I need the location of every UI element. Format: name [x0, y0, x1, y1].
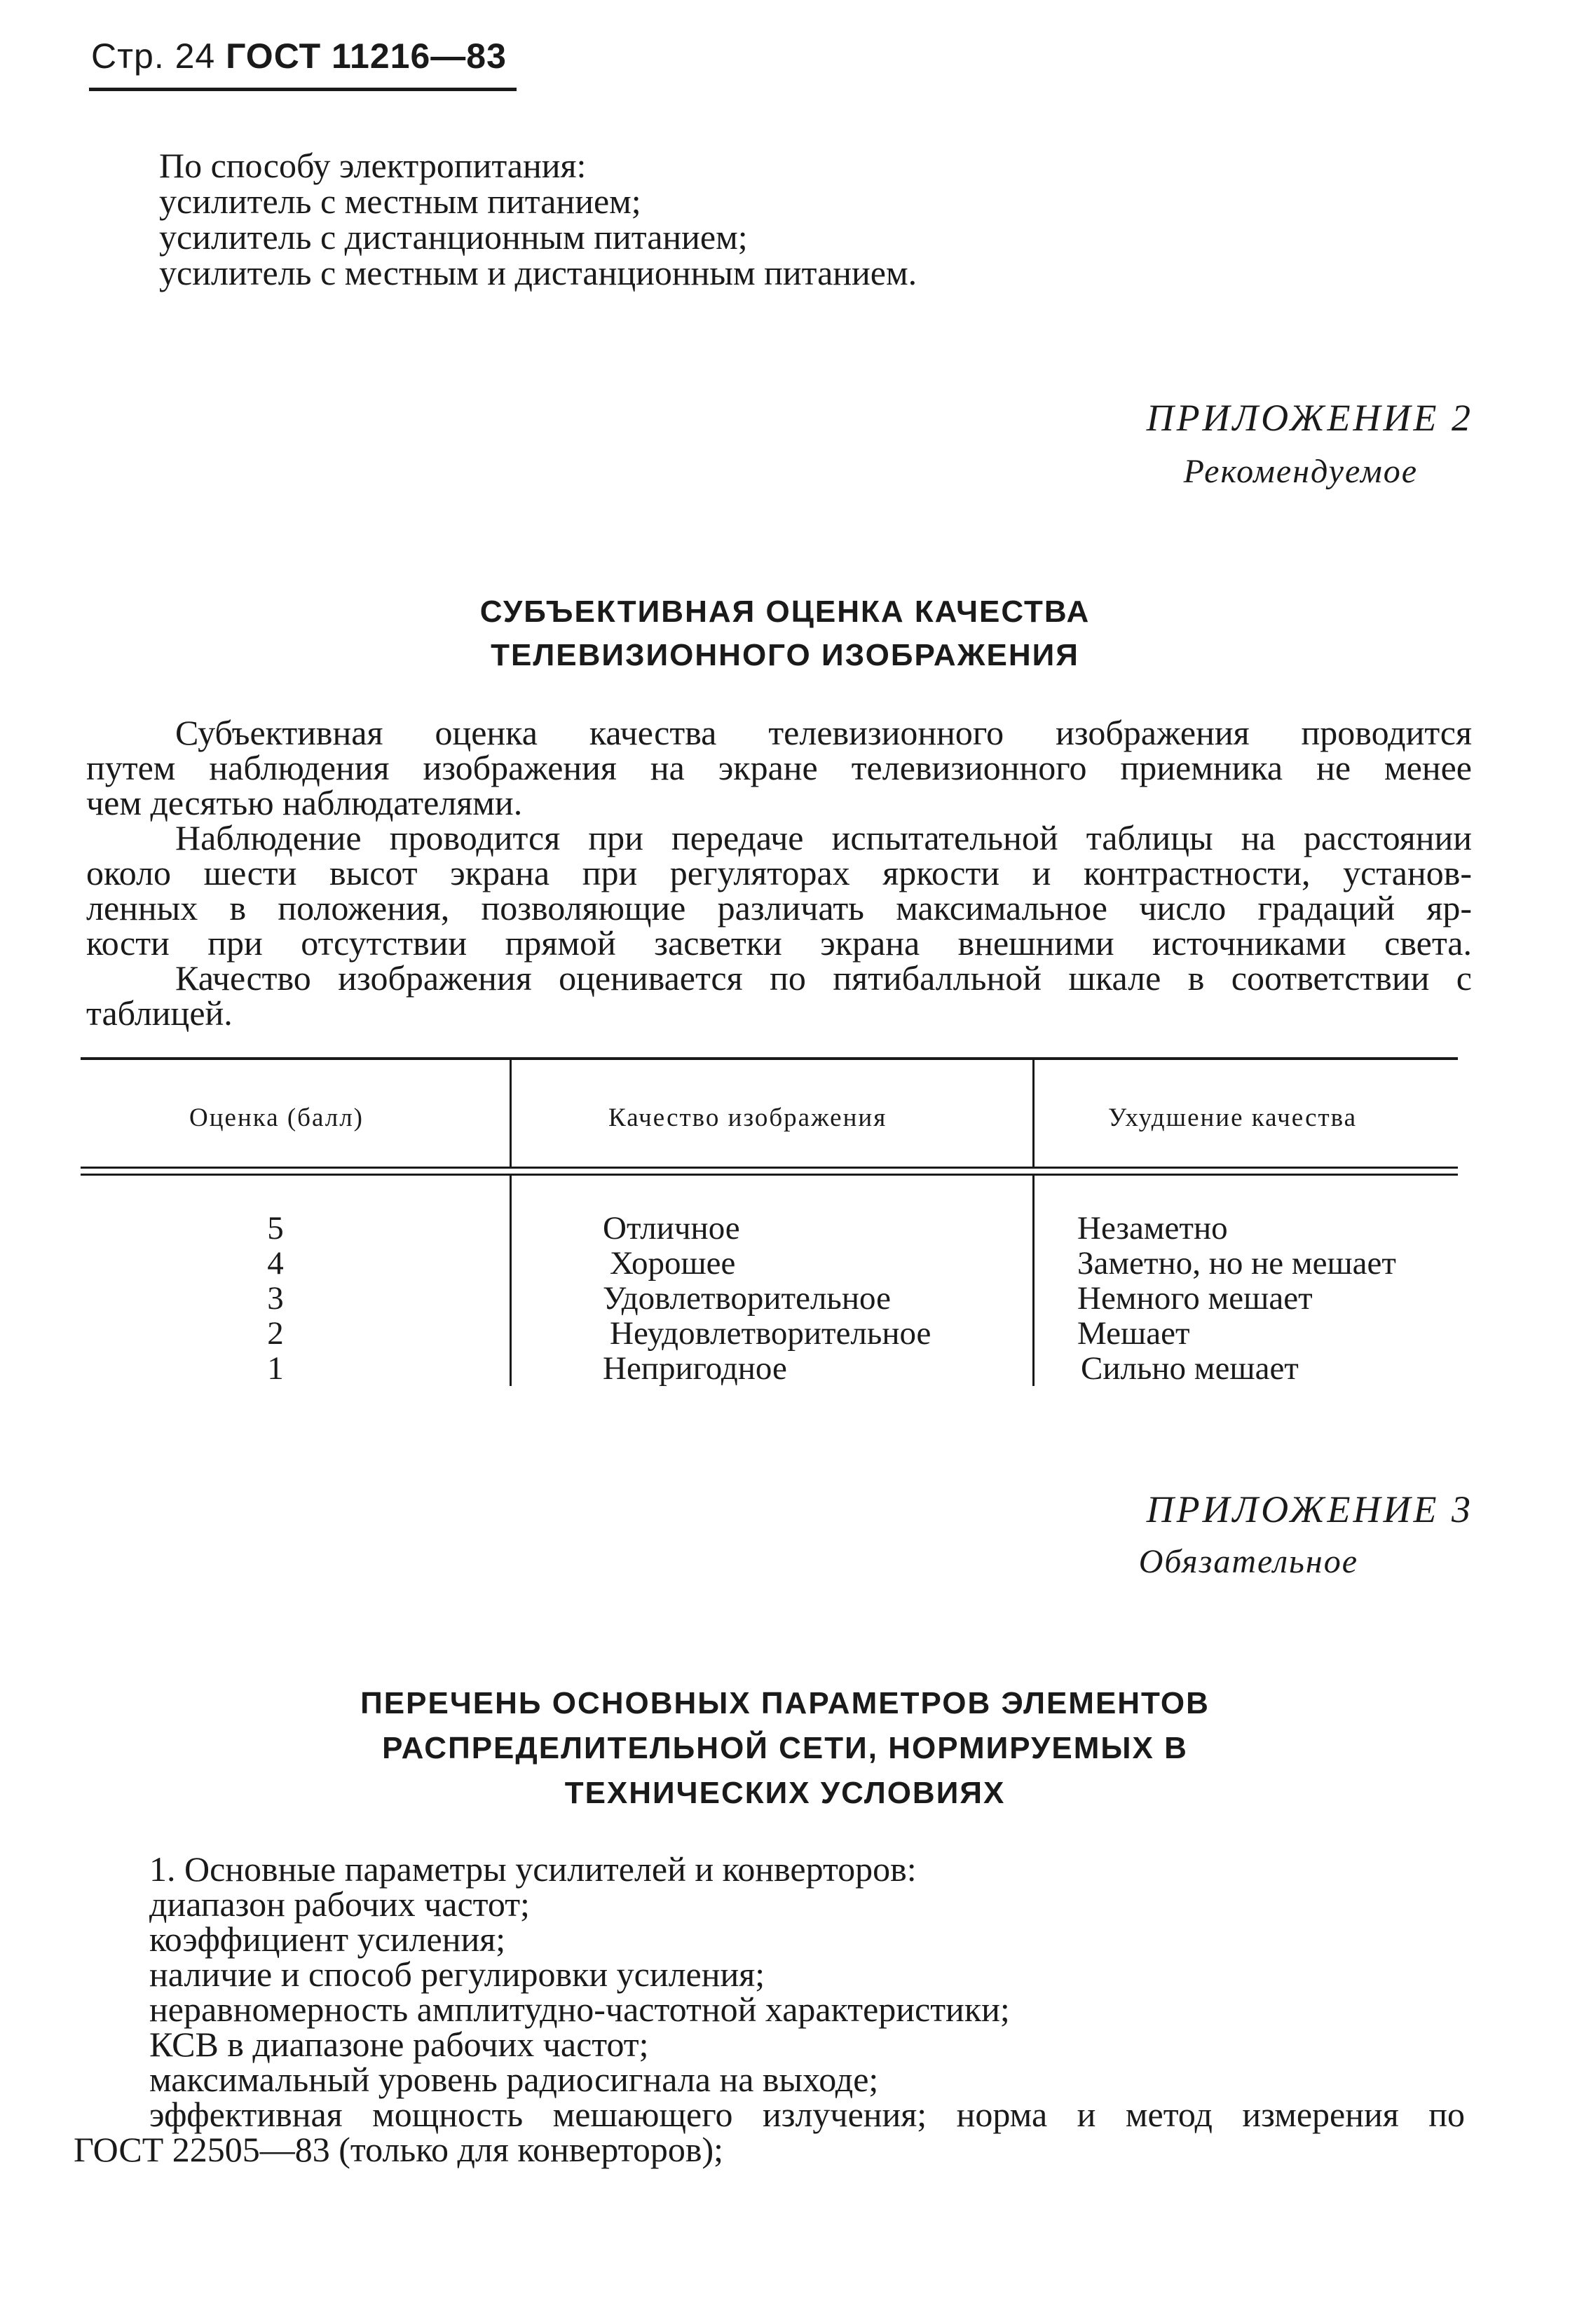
power-list-intro: По способу электропитания: — [159, 146, 587, 185]
params-list-item: диапазон рабочих частот; — [149, 1884, 530, 1924]
table-header-rule — [81, 1174, 1458, 1176]
table-column-divider — [1032, 1060, 1035, 1167]
table-cell-degradation: Незаметно — [1077, 1210, 1228, 1246]
appendix3-heading-line: ТЕХНИЧЕСКИХ УСЛОВИЯХ — [564, 1776, 1006, 1810]
table-column-divider — [510, 1176, 512, 1386]
params-list-item: эффективная мощность мешающего излучения; норма и метод измерения по — [149, 2095, 1465, 2134]
table-top-rule — [81, 1057, 1458, 1060]
table-column-divider — [510, 1060, 512, 1167]
appendix3-status: Обязательное — [1138, 1543, 1358, 1580]
power-list-item: усилитель с местным питанием; — [159, 182, 641, 221]
table-header-rule — [81, 1167, 1458, 1169]
para1-line: чем десятью наблюдателями. — [86, 783, 523, 822]
table-cell-score: 2 — [267, 1315, 284, 1352]
appendix2-heading-line: СУБЪЕКТИВНАЯ ОЦЕНКА КАЧЕСТВА — [479, 594, 1091, 629]
table-cell-quality: Неудовлетворительное — [610, 1315, 931, 1352]
table-cell-quality: Непригодное — [603, 1350, 787, 1387]
table-cell-score: 4 — [267, 1245, 284, 1282]
params-list-item: максимальный уровень радиосигнала на выходе; — [149, 2060, 879, 2099]
table-cell-quality: Хорошее — [610, 1245, 736, 1282]
params-list-item: КСВ в диапазоне рабочих частот; — [149, 2025, 649, 2064]
table-column-divider — [1032, 1176, 1035, 1386]
table-cell-score: 5 — [267, 1210, 284, 1246]
appendix3-title: ПРИЛОЖЕНИЕ 3 — [1146, 1488, 1473, 1530]
table-cell-degradation: Заметно, но не мешает — [1077, 1245, 1396, 1282]
power-list-item: усилитель с дистанционным питанием; — [159, 217, 748, 257]
params-list-item: неравномерность амплитудно-частотной характеристики; — [149, 1990, 1010, 2029]
table-header-quality: Качество изображения — [608, 1103, 887, 1132]
table-cell-score: 3 — [267, 1280, 284, 1317]
params-list-item: наличие и способ регулировки усиления; — [149, 1955, 765, 1994]
para2-line: Наблюдение проводится при передаче испытательной таблицы на расстоянии — [175, 818, 1472, 857]
table-cell-degradation: Сильно мешает — [1081, 1350, 1299, 1387]
appendix2-title: ПРИЛОЖЕНИЕ 2 — [1146, 397, 1473, 439]
table-cell-quality: Удовлетворительное — [603, 1280, 891, 1317]
params-list-item: ГОСТ 22505—83 (только для конверторов); — [74, 2130, 724, 2169]
para2-line: ленных в положения, позволяющие различать максимальное число градаций яр- — [86, 888, 1472, 927]
para3-line: Качество изображения оценивается по пятибалльной шкале в соответствии с — [175, 958, 1472, 998]
page-number: Стр. 24 — [91, 36, 216, 76]
table-cell-degradation: Немного мешает — [1077, 1280, 1313, 1317]
params-list-intro: 1. Основные параметры усилителей и конверторов: — [149, 1849, 917, 1889]
appendix2-heading-line: ТЕЛЕВИЗИОННОГО ИЗОБРАЖЕНИЯ — [491, 638, 1079, 672]
header-rule — [89, 88, 517, 91]
page-header — [91, 35, 507, 77]
table-header-degradation: Ухудшение качества — [1108, 1103, 1358, 1132]
appendix3-heading-line: ПЕРЕЧЕНЬ ОСНОВНЫХ ПАРАМЕТРОВ ЭЛЕМЕНТОВ — [360, 1686, 1210, 1720]
para1-line: путем наблюдения изображения на экране телевизионного приемника не менее — [86, 748, 1472, 787]
table-header-score: Оценка (балл) — [189, 1103, 364, 1132]
table-cell-quality: Отличное — [603, 1210, 740, 1246]
para2-line: около шести высот экрана при регуляторах яркости и контрастности, установ- — [86, 853, 1472, 892]
appendix2-status: Рекомендуемое — [1183, 453, 1418, 490]
table-cell-degradation: Мешает — [1077, 1315, 1190, 1352]
para2-line: кости при отсутствии прямой засветки экрана внешними источниками света. — [86, 923, 1472, 963]
para3-line: таблицей. — [86, 993, 233, 1033]
table-cell-score: 1 — [267, 1350, 284, 1387]
para1-line: Субъективная оценка качества телевизионного изображения проводится — [175, 713, 1472, 752]
standard-number: ГОСТ 11216—83 — [226, 36, 507, 76]
power-list-item: усилитель с местным и дистанционным питанием. — [159, 253, 917, 292]
appendix3-heading-line: РАСПРЕДЕЛИТЕЛЬНОЙ СЕТИ, НОРМИРУЕМЫХ В — [382, 1731, 1188, 1765]
params-list-item: коэффициент усиления; — [149, 1919, 506, 1959]
